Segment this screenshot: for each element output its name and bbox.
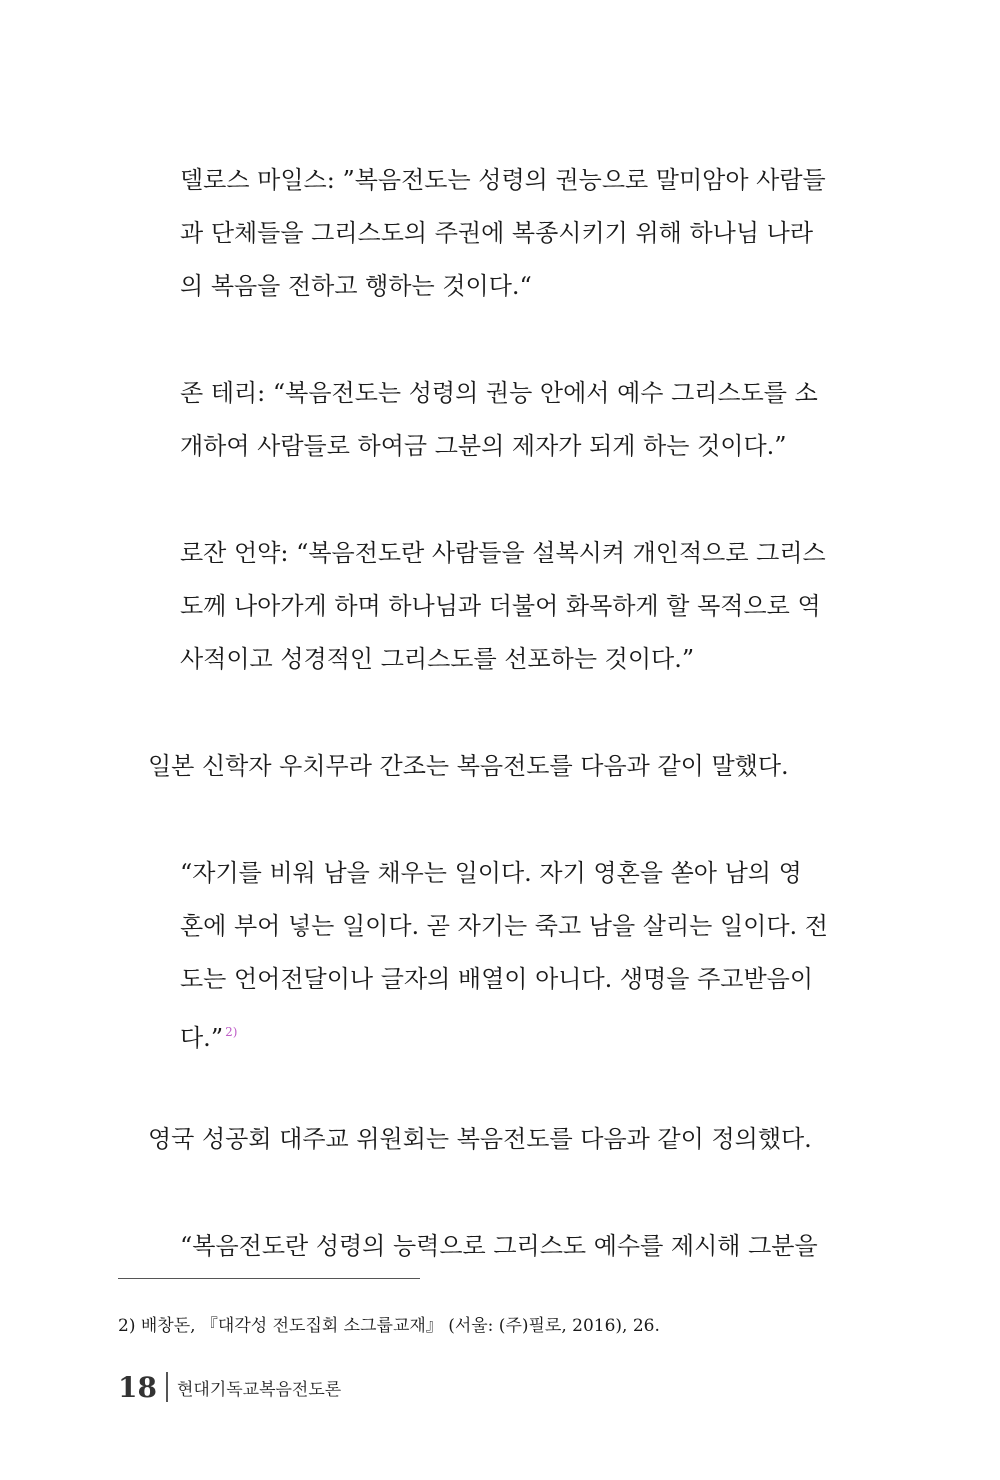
footnote-divider [118,1278,420,1279]
footnote-text: 2) 배창돈, 『대각성 전도집회 소그룹교재』 (서울: (주)필로, 2016), 26. [118,1316,660,1336]
quote-delos-miles-line-3: 의 복음을 전하고 행하는 것이다.“ [180,272,532,300]
page-footer [118,1370,341,1404]
quote-uchimura-line-2: 혼에 부어 넣는 일이다. 곧 자기는 죽고 남을 살리는 일이다. 전 [180,912,828,940]
footer-divider [166,1372,168,1402]
quote-lausanne-line-2: 도께 나아가게 하며 하나님과 더불어 화목하게 할 목적으로 역 [180,592,821,620]
quote-anglican-line-1: “복음전도란 성령의 능력으로 그리스도 예수를 제시해 그분을 [180,1232,818,1260]
page-number: 18 [118,1370,157,1404]
intro-anglican: 영국 성공회 대주교 위원회는 복음전도를 다음과 같이 정의했다. [148,1125,812,1153]
quote-uchimura-line-4-text: 다.” [180,1024,224,1052]
quote-delos-miles-line-1: 델로스 마일스: ”복음전도는 성령의 권능으로 말미암아 사람들 [180,166,826,194]
footnote-reference[interactable]: 2) [225,1025,238,1039]
intro-uchimura: 일본 신학자 우치무라 간조는 복음전도를 다음과 같이 말했다. [148,752,789,780]
quote-john-terry-line-2: 개하여 사람들로 하여금 그분의 제자가 되게 하는 것이다.” [180,432,787,460]
quote-delos-miles-line-2: 과 단체들을 그리스도의 주권에 복종시키기 위해 하나님 나라 [180,219,814,247]
quote-lausanne-line-1: 로잔 언약: “복음전도란 사람들을 설복시켜 개인적으로 그리스 [180,539,826,567]
running-title: 현대기독교복음전도론 [176,1379,342,1400]
quote-uchimura-line-3: 도는 언어전달이나 글자의 배열이 아니다. 생명을 주고받음이 [180,965,814,993]
quote-uchimura-line-4 [180,1017,750,1053]
quote-lausanne-line-3: 사적이고 성경적인 그리스도를 선포하는 것이다.” [180,645,695,673]
quote-john-terry-line-1: 존 테리: “복음전도는 성령의 권능 안에서 예수 그리스도를 소 [180,379,818,407]
quote-uchimura-line-1: “자기를 비워 남을 채우는 일이다. 자기 영혼을 쏟아 남의 영 [180,859,802,887]
